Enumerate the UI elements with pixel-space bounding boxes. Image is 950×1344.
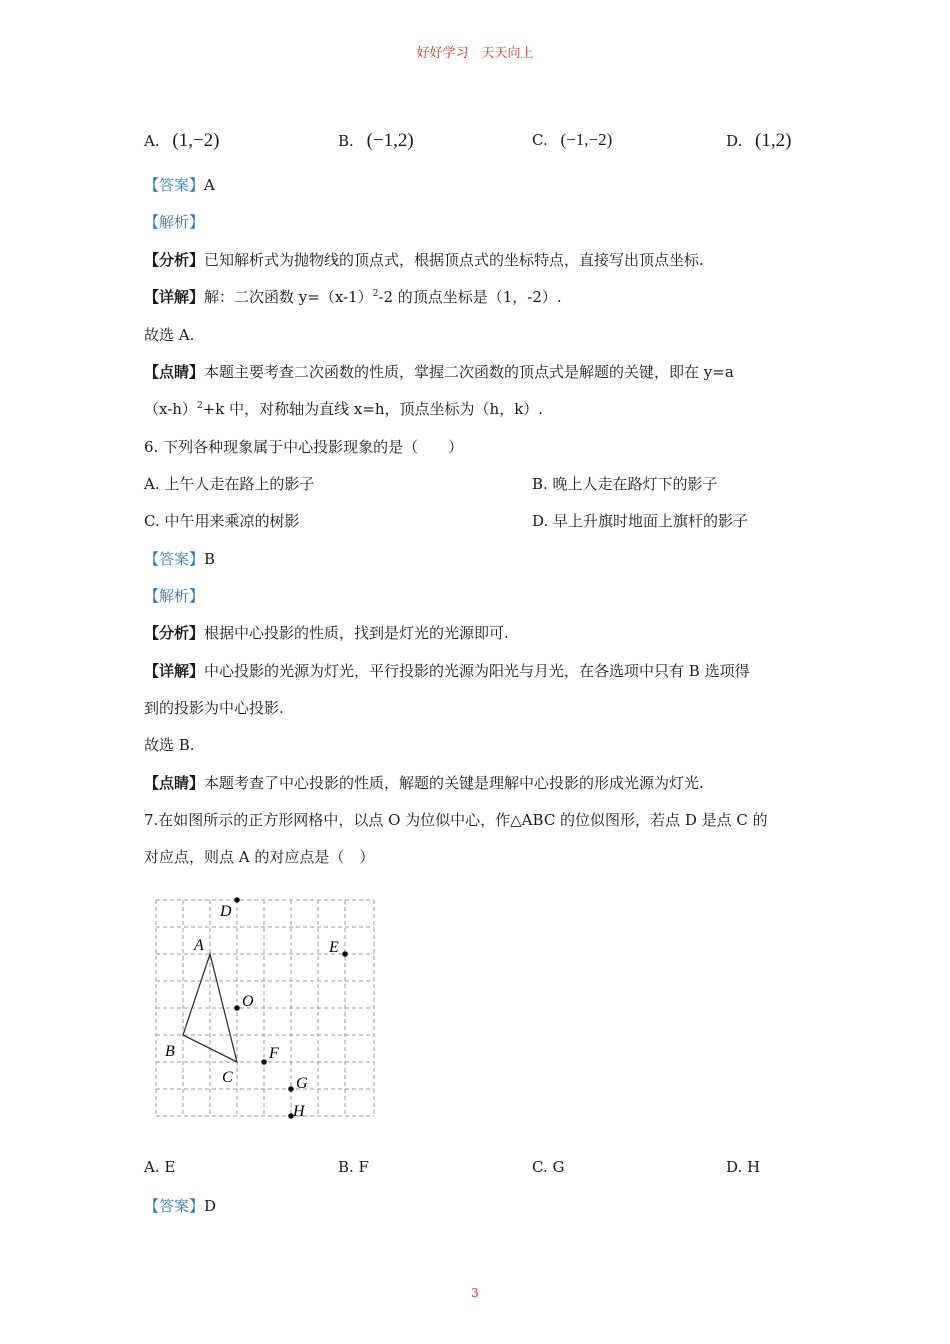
- q7-grid-figure: [140, 890, 390, 1130]
- label-o: O: [242, 993, 254, 1010]
- q6-fenxi: [144, 622, 509, 643]
- q5-dianjing-2: [144, 398, 543, 419]
- q6-option-c: C. 中午用来乘凉的树影: [144, 512, 300, 530]
- point-g: [288, 1086, 294, 1092]
- q6-answer: [144, 548, 215, 569]
- point-o: [234, 1005, 240, 1011]
- option-letter: D.: [726, 132, 743, 150]
- xiangjie-tag: 【详解】: [144, 288, 205, 306]
- q7-option-b: B. F: [338, 1158, 369, 1176]
- q5-option-b: [338, 130, 414, 152]
- superscript: 2: [196, 401, 203, 411]
- q5-answer: [144, 174, 215, 195]
- q6-option-d: D. 早上升旗时地面上旗杆的影子: [532, 512, 749, 530]
- point-e: [342, 951, 348, 957]
- answer-value: D: [204, 1197, 217, 1215]
- q6-conclusion: 故选 B.: [144, 736, 195, 754]
- dianjing-text: 本题考查了中心投影的性质，解题的关键是理解中心投影的形成光源为灯光.: [204, 774, 704, 792]
- q5-fenxi: [144, 249, 704, 270]
- option-value: (1,−2): [172, 130, 220, 151]
- fenxi-text: 根据中心投影的性质，找到是灯光的光源即可.: [204, 624, 509, 642]
- option-letter: A.: [144, 132, 160, 150]
- option-letter: C.: [532, 131, 548, 149]
- fenxi-tag: 【分析】: [144, 624, 205, 642]
- fenxi-tag: 【分析】: [144, 251, 205, 269]
- q5-analysis-tag: 【解析】: [144, 213, 205, 231]
- superscript: 2: [372, 289, 379, 299]
- label-h: H: [293, 1103, 305, 1120]
- q6-xiangjie-2: 到的投影为中心投影.: [144, 699, 284, 717]
- point-f: [261, 1059, 267, 1065]
- q5-dianjing-1: [144, 361, 734, 382]
- q7-stem-1: 7.在如图所示的正方形网格中，以点 O 为位似中心，作△ABC 的位似图形，若点 D 是点 C 的: [144, 811, 768, 829]
- dianjing-tag: 【点睛】: [144, 363, 205, 381]
- q7-option-a: A. E: [144, 1158, 176, 1176]
- q6-xiangjie-1: [144, 660, 750, 681]
- q5-xiangjie: [144, 286, 562, 307]
- label-b: B: [165, 1043, 175, 1060]
- label-f: F: [269, 1045, 279, 1062]
- point-d: [234, 897, 240, 903]
- xiangjie-text: 解：二次函数 y=（x-1）: [204, 288, 373, 306]
- q7-option-d: D. H: [726, 1158, 761, 1176]
- xiangjie-tag: 【详解】: [144, 662, 205, 680]
- dianjing-text: 本题主要考查二次函数的性质，掌握二次函数的顶点式是解题的关键，即在 y=a: [204, 363, 734, 381]
- answer-tag: 【答案】: [144, 176, 205, 194]
- option-value: (−1,−2): [560, 130, 613, 149]
- q6-analysis-tag: 【解析】: [144, 587, 205, 605]
- q6-option-a: A. 上午人走在路上的影子: [144, 475, 315, 493]
- q6-option-b: B. 晚上人走在路灯下的影子: [532, 475, 718, 493]
- label-e: E: [329, 939, 339, 956]
- option-letter: B.: [338, 132, 354, 150]
- q5-option-a: [144, 130, 220, 152]
- q6-stem: 6. 下列各种现象属于中心投影现象的是（ ）: [144, 438, 464, 456]
- q7-answer: [144, 1195, 216, 1216]
- answer-tag: 【答案】: [144, 550, 205, 568]
- page-header: 好好学习 天天向上: [416, 46, 534, 61]
- fenxi-text: 已知解析式为抛物线的顶点式，根据顶点式的坐标特点，直接写出顶点坐标.: [204, 251, 704, 269]
- q5-conclusion: 故选 A.: [144, 326, 195, 344]
- q5-option-d: [726, 130, 791, 152]
- xiangjie-text: 中心投影的光源为灯光，平行投影的光源为阳光与月光，在各选项中只有 B 选项得: [204, 662, 750, 680]
- label-a: A: [194, 937, 204, 954]
- dianjing-tag: 【点睛】: [144, 774, 205, 792]
- page-number: 3: [471, 1286, 479, 1300]
- q7-option-c: C. G: [532, 1158, 565, 1176]
- q5-option-c: [532, 130, 612, 150]
- dianjing-text: +k 中，对称轴为直线 x=h，顶点坐标为（h，k）.: [202, 400, 544, 418]
- answer-tag: 【答案】: [144, 1197, 205, 1215]
- label-g: G: [296, 1075, 308, 1092]
- label-d: D: [220, 903, 232, 920]
- answer-value: B: [204, 550, 216, 568]
- option-value: (1,2): [755, 130, 792, 151]
- label-c: C: [222, 1069, 233, 1086]
- q6-dianjing: [144, 772, 704, 793]
- grid-lines: [156, 900, 374, 1116]
- option-value: (−1,2): [366, 130, 414, 151]
- xiangjie-text: -2 的顶点坐标是（1，-2）.: [378, 288, 562, 306]
- q7-stem-2: 对应点，则点 A 的对应点是（ ）: [144, 848, 375, 866]
- answer-value: A: [204, 176, 215, 194]
- dianjing-text: （x-h）: [144, 400, 197, 418]
